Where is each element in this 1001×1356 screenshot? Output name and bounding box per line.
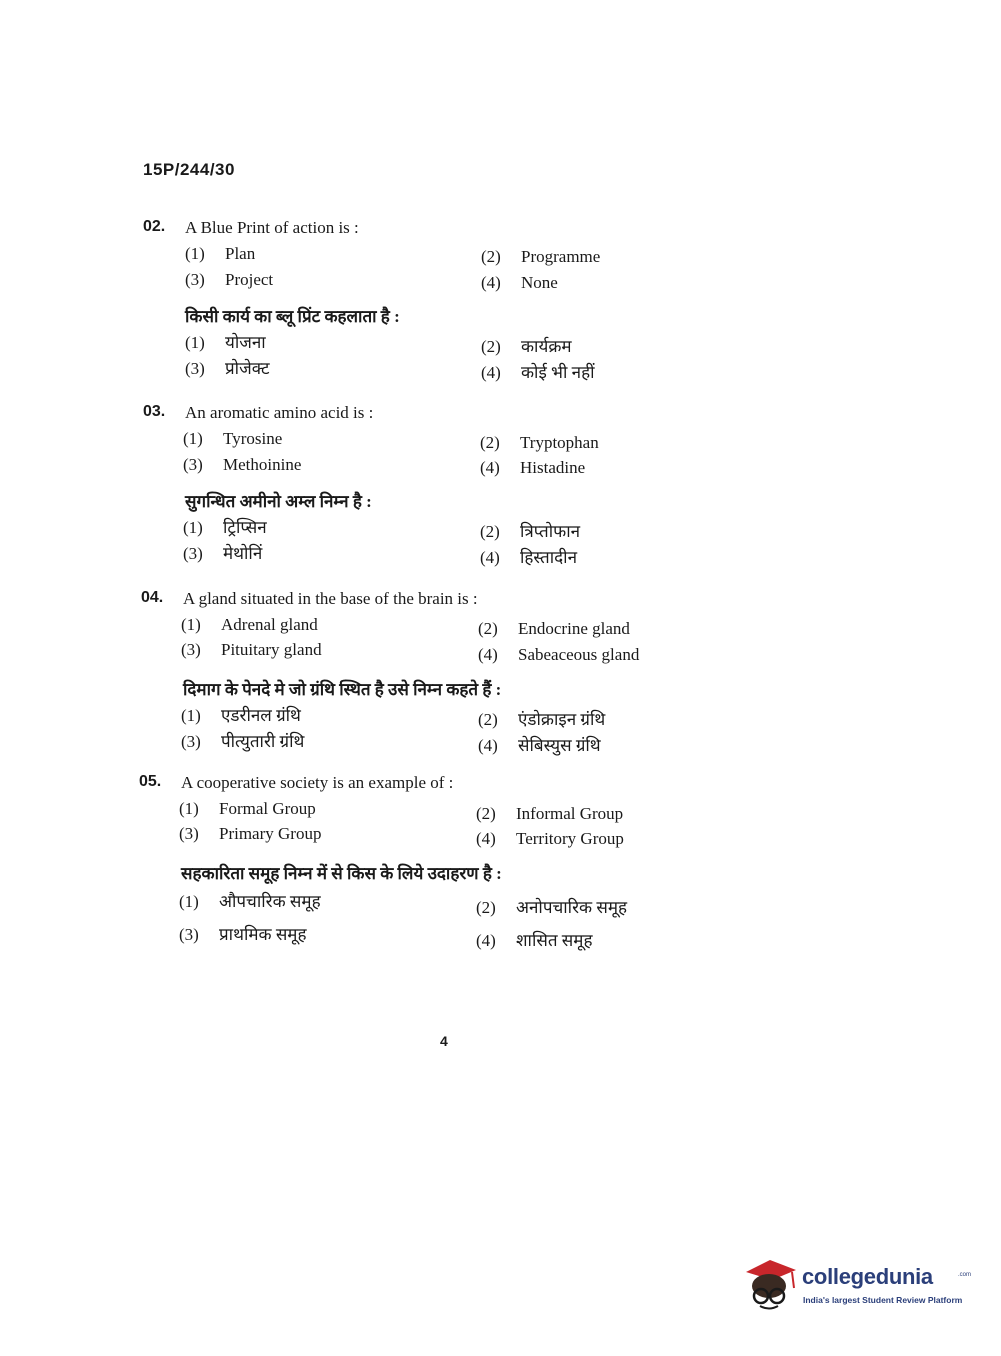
question-number: 03. <box>143 403 166 420</box>
question-text-hindi: किसी कार्य का ब्लू प्रिंट कहलाता है : <box>185 307 400 326</box>
hindi-option-2: (2) त्रिप्तोफान <box>480 522 581 541</box>
option-2: (2) Endocrine gland <box>478 619 630 638</box>
option-2: (2) Tryptophan <box>480 433 599 452</box>
option-4: (4) None <box>481 273 558 292</box>
hindi-option-3: (3) पीत्युतारी ग्रंथि <box>181 732 305 751</box>
collegedunia-mascot-icon <box>742 1250 800 1312</box>
question-text: A gland situated in the base of the brain is : <box>183 589 478 608</box>
page-number: 4 <box>440 1033 448 1049</box>
hindi-option-1: (1) योजना <box>185 333 266 352</box>
option-4: (4) Sabeaceous gland <box>478 645 640 664</box>
option-2: (2) Informal Group <box>476 804 624 823</box>
hindi-option-3: (3) मेथोनिं <box>183 544 263 563</box>
hindi-option-4: (4) शासित समूह <box>476 931 593 950</box>
brand-suffix: .com <box>958 1272 972 1278</box>
hindi-option-2: (2) एंडोक्राइन ग्रंथि <box>478 710 606 729</box>
option-1: (1) Plan <box>185 244 256 263</box>
option-1: (1) Adrenal gland <box>181 615 318 634</box>
hindi-option-1: (1) औपचारिक समूह <box>179 892 321 911</box>
question-text-hindi: दिमाग के पेनदे मे जो ग्रंथि स्थित है उसे निम्न कहते हैं : <box>183 680 502 699</box>
hindi-option-2: (2) कार्यक्रम <box>481 337 572 356</box>
option-1: (1) Tyrosine <box>183 429 283 448</box>
brand-name: collegedunia <box>802 1264 933 1289</box>
option-4: (4) Histadine <box>480 458 586 477</box>
paper-code: 15P/244/30 <box>143 160 235 179</box>
collegedunia-watermark[interactable] <box>742 1250 972 1316</box>
hindi-option-3: (3) प्रोजेक्ट <box>185 359 270 378</box>
option-3: (3) Methoinine <box>183 455 302 474</box>
option-3: (3) Project <box>185 270 274 289</box>
question-text: A Blue Print of action is : <box>185 218 359 237</box>
hindi-option-4: (4) सेबिस्युस ग्रंथि <box>478 736 601 755</box>
question-text-hindi: सहकारिता समूह निम्न में से किस के लिये उदाहरण है : <box>181 864 502 883</box>
hindi-option-1: (1) ट्रिप्सिन <box>183 518 267 537</box>
question-number: 04. <box>141 589 164 606</box>
hindi-option-1: (1) एडरीनल ग्रंथि <box>181 706 301 725</box>
brand-tagline: India's largest Student Review Platform <box>803 1295 963 1305</box>
option-3: (3) Pituitary gland <box>181 640 322 659</box>
hindi-option-3: (3) प्राथमिक समूह <box>179 925 307 944</box>
hindi-option-2: (2) अनोपचारिक समूह <box>476 898 628 917</box>
question-number: 02. <box>143 218 166 235</box>
hindi-option-4: (4) कोई भी नहीं <box>481 363 595 382</box>
option-4: (4) Territory Group <box>476 829 624 848</box>
question-text-hindi: सुगन्धित अमीनो अम्ल निम्न है : <box>185 492 372 511</box>
option-3: (3) Primary Group <box>179 824 322 843</box>
question-text: An aromatic amino acid is : <box>185 403 374 422</box>
question-number: 05. <box>139 773 162 790</box>
hindi-option-4: (4) हिस्तादीन <box>480 548 578 567</box>
question-text: A cooperative society is an example of : <box>181 773 454 792</box>
option-1: (1) Formal Group <box>179 799 316 818</box>
option-2: (2) Programme <box>481 247 601 266</box>
